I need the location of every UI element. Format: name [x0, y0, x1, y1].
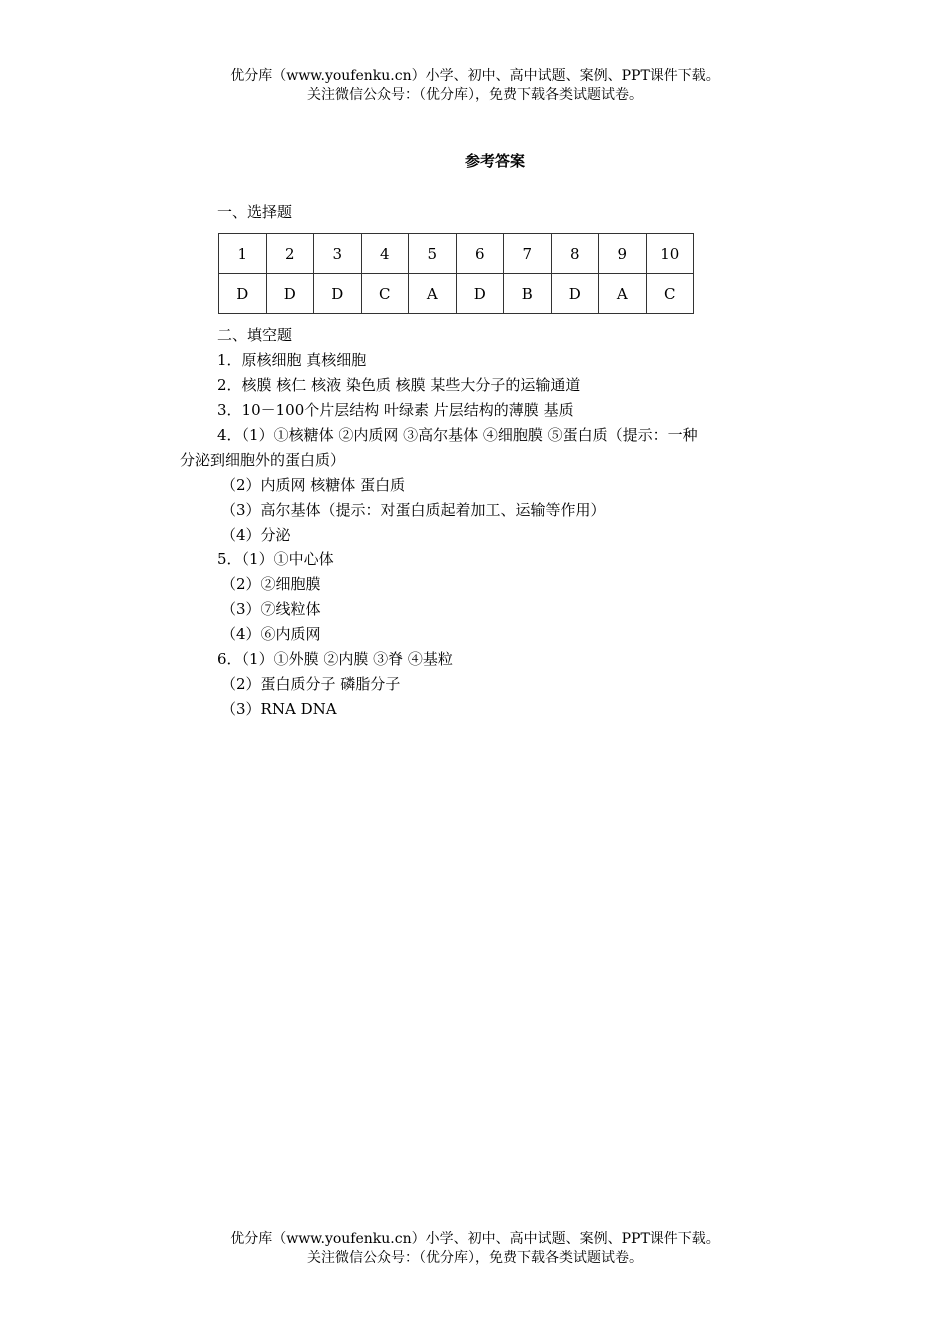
answer-line: 1．原核细胞 真核细胞	[217, 351, 367, 369]
question-number-cell: 7	[504, 234, 552, 274]
answer-line: （2）蛋白质分子 磷脂分子	[221, 675, 401, 693]
answer-cell: C	[646, 274, 694, 314]
answer-table	[218, 233, 694, 314]
header-line-2: 关注微信公众号：（优分库），免费下载各类试题试卷。	[307, 87, 643, 103]
section-heading-choice: 一、选择题	[217, 203, 293, 221]
footer-line-2: 关注微信公众号：（优分库），免费下载各类试题试卷。	[307, 1250, 643, 1266]
answer-cell: D	[456, 274, 504, 314]
question-number-cell: 6	[456, 234, 504, 274]
answer-line: （2）②细胞膜	[221, 575, 321, 593]
answer-cell: D	[266, 274, 314, 314]
answer-cell: D	[219, 274, 267, 314]
section-heading-fill: 二、填空题	[217, 326, 293, 344]
answer-line: 4．（1）①核糖体 ②内质网 ③高尔基体 ④细胞膜 ⑤蛋白质（提示：一种	[217, 426, 698, 444]
answer-line: 3．10－100个片层结构 叶绿素 片层结构的薄膜 基质	[217, 401, 574, 419]
answer-table-number-row	[219, 234, 694, 274]
answer-cell: B	[504, 274, 552, 314]
answer-line: （3）RNA DNA	[221, 700, 337, 718]
question-number-cell: 5	[409, 234, 457, 274]
answer-line: 5．（1）①中心体	[217, 550, 334, 568]
answer-line: （3）⑦线粒体	[221, 600, 321, 618]
page-title: 参考答案	[464, 152, 525, 170]
answer-cell: C	[361, 274, 409, 314]
page-header	[0, 67, 950, 105]
header-line-1: 优分库（www.youfenku.cn）小学、初中、高中试题、案例、PPT课件下载。	[230, 68, 720, 84]
answer-line: （2）内质网 核糖体 蛋白质	[221, 476, 406, 494]
footer-line-1: 优分库（www.youfenku.cn）小学、初中、高中试题、案例、PPT课件下载。	[230, 1231, 720, 1247]
answer-cell: D	[314, 274, 362, 314]
answer-line: （4）分泌	[221, 526, 291, 544]
answer-line: （3）高尔基体（提示：对蛋白质起着加工、运输等作用）	[221, 501, 606, 519]
page-footer	[0, 1230, 950, 1268]
answer-cell: A	[409, 274, 457, 314]
question-number-cell: 10	[646, 234, 694, 274]
answer-line: 6．（1）①外膜 ②内膜 ③脊 ④基粒	[217, 650, 453, 668]
answer-line-continued: 分泌到细胞外的蛋白质）	[180, 451, 346, 469]
answer-cell: D	[551, 274, 599, 314]
question-number-cell: 9	[599, 234, 647, 274]
answer-table-answer-row	[219, 274, 694, 314]
question-number-cell: 1	[219, 234, 267, 274]
question-number-cell: 8	[551, 234, 599, 274]
answer-cell: A	[599, 274, 647, 314]
question-number-cell: 2	[266, 234, 314, 274]
answer-line: （4）⑥内质网	[221, 625, 321, 643]
question-number-cell: 3	[314, 234, 362, 274]
answer-line: 2．核膜 核仁 核液 染色质 核膜 某些大分子的运输通道	[217, 376, 581, 394]
question-number-cell: 4	[361, 234, 409, 274]
